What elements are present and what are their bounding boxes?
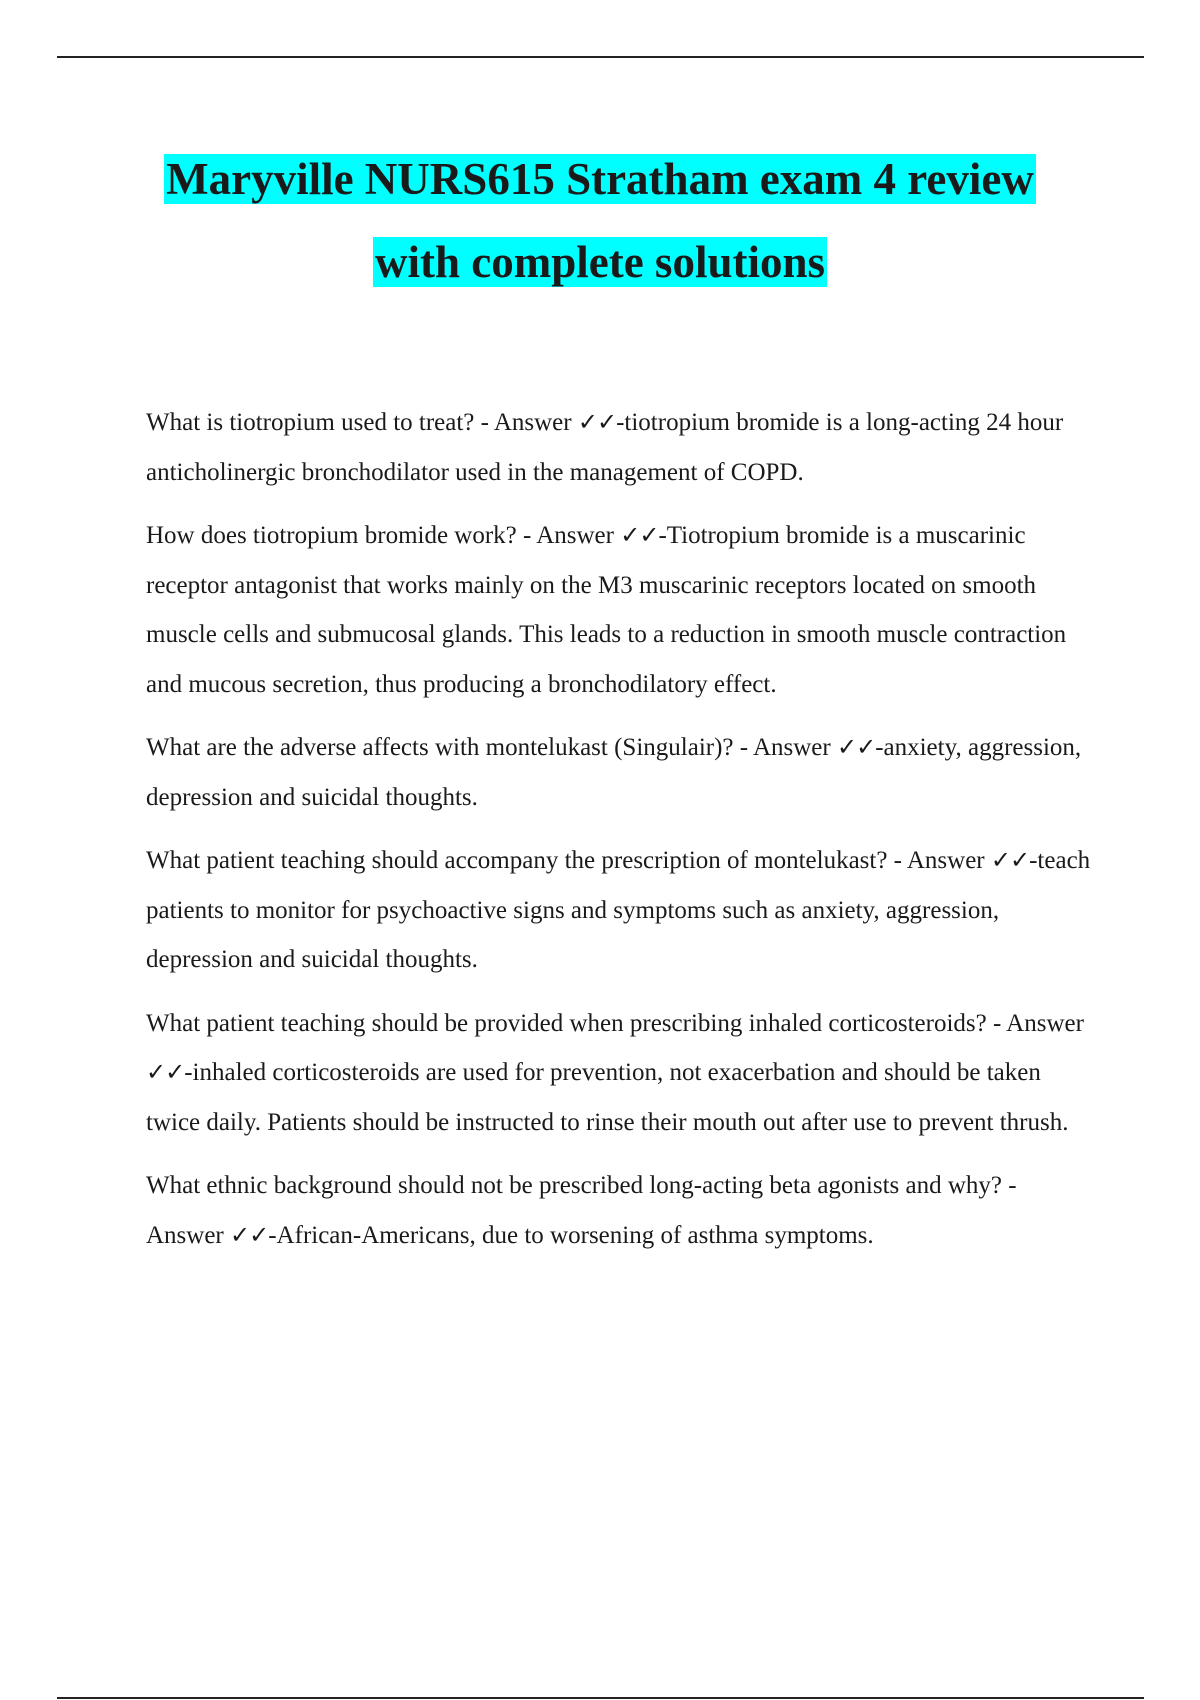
checkmark-icon: ✓✓ — [836, 733, 876, 761]
qa-item — [146, 511, 1091, 709]
qa-item — [146, 1161, 1091, 1260]
qa-item — [146, 723, 1091, 822]
answer-text: -African-Americans, due to worsening of asthma symptoms. — [268, 1221, 874, 1249]
checkmark-icon: ✓✓ — [146, 1058, 185, 1086]
answer-text: -inhaled corticosteroids are used for prevention, not exacerbation and should be taken twice daily. Patients should be instructed to rinse their mouth out after use to prevent thrush. — [146, 1059, 1069, 1136]
question-text: What is tiotropium used to treat? - Answer — [146, 409, 578, 436]
question-text: How does tiotropium bromide work? - Answer — [146, 522, 621, 549]
question-text: What patient teaching should be provided when prescribing inhaled corticosteroids? - Answer — [146, 1009, 1084, 1037]
document-title — [60, 138, 1140, 304]
checkmark-icon: ✓✓ — [620, 521, 659, 549]
header-rule — [57, 56, 1144, 58]
question-text: What are the adverse affects with montelukast (Singulair)? - Answer — [146, 734, 837, 761]
document-title-line-2: with complete solutions — [375, 237, 825, 287]
qa-item — [146, 836, 1091, 985]
answer-text: -Tiotropium bromide is a muscarinic receptor antagonist that works mainly on the M3 muscarinic receptors located on smooth muscle cells and submucosal glands. This leads to a reduction in smooth muscle contraction and mucous secretion, thus producing a bronchodilatory effect. — [146, 522, 1067, 698]
document-title-line-1: Maryville NURS615 Stratham exam 4 review — [166, 154, 1034, 204]
answer-text: -teach patients to monitor for psychoactive signs and symptoms such as anxiety, aggression, depression and suicidal thoughts. — [146, 847, 1091, 973]
checkmark-icon: ✓✓ — [577, 408, 617, 436]
qa-item — [146, 999, 1091, 1148]
answer-text: -anxiety, aggression, depression and suicidal thoughts. — [146, 734, 1082, 811]
question-text: What patient teaching should accompany the prescription of montelukast? - Answer — [146, 847, 991, 874]
checkmark-icon: ✓✓ — [990, 846, 1030, 874]
answer-text: -tiotropium bromide is a long-acting 24 hour anticholinergic bronchodilator used in the management of COPD. — [146, 409, 1064, 486]
question-text: What ethnic background should not be prescribed long-acting beta agonists and why? - Answer — [146, 1172, 1017, 1249]
checkmark-icon: ✓✓ — [230, 1220, 269, 1249]
qa-list — [146, 398, 1091, 1274]
footer-rule — [57, 1697, 1144, 1699]
qa-item — [146, 398, 1091, 497]
